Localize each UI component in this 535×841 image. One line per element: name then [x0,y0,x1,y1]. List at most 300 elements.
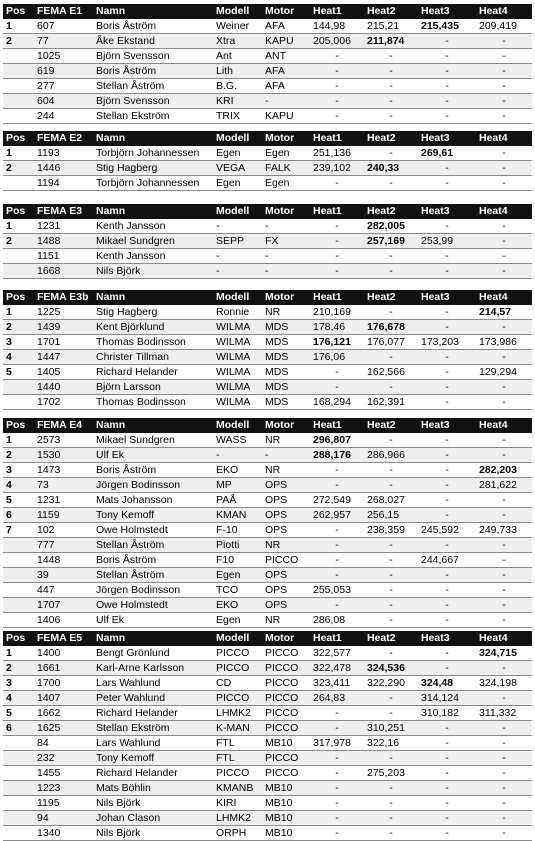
cell-model: Egen [213,176,262,191]
cell-pos: 2 [3,161,34,176]
cell-motor: PICCO [262,661,310,676]
cell-num: 277 [34,79,93,94]
cell-num: 1700 [34,676,93,691]
cell-pos: 5 [3,365,34,380]
cell-pos: 2 [3,661,34,676]
table-row [3,109,532,124]
cell-heat2: 286,966 [364,448,418,463]
cell-heat2: 238,359 [364,523,418,538]
cell-name: Jörgen Bodinsson [93,583,213,598]
column-header: Modell [213,204,262,219]
column-header: Motor [262,131,310,146]
column-header: Heat3 [418,204,476,219]
cell-heat4: - [476,350,532,365]
cell-heat1: - [310,264,364,279]
cell-num: 1405 [34,365,93,380]
cell-motor: PICCO [262,766,310,781]
cell-pos: 3 [3,463,34,478]
table-row [3,646,532,661]
column-header: Heat2 [364,631,418,646]
cell-heat4: 324,198 [476,676,532,691]
cell-name: Kent Björklund [93,320,213,335]
cell-num: 1661 [34,661,93,676]
cell-num: 1340 [34,826,93,841]
cell-heat2: - [364,463,418,478]
cell-name: Johan Clason [93,811,213,826]
table-row [3,49,532,64]
cell-heat1: 317,978 [310,736,364,751]
cell-num: 244 [34,109,93,124]
cell-model: Weiner [213,19,262,34]
cell-pos: 1 [3,19,34,34]
table-row [3,583,532,598]
cell-pos: 3 [3,676,34,691]
cell-heat2: 322,290 [364,676,418,691]
cell-heat3: - [418,478,476,493]
cell-heat1: - [310,568,364,583]
cell-heat2: 211,874 [364,34,418,49]
cell-name: Björn Svensson [93,94,213,109]
cell-heat2: - [364,264,418,279]
cell-pos [3,781,34,796]
column-header: Pos [3,131,34,146]
cell-heat1: 239,102 [310,161,364,176]
cell-heat2: - [364,433,418,448]
cell-heat3: - [418,365,476,380]
table-row [3,661,532,676]
cell-model: F10 [213,553,262,568]
cell-heat1: - [310,380,364,395]
cell-model: WILMA [213,335,262,350]
cell-heat3: - [418,320,476,335]
table-row [3,380,532,395]
cell-model: B.G. [213,79,262,94]
cell-motor: - [262,264,310,279]
cell-heat4: 214,57 [476,305,532,320]
cell-num: 1159 [34,508,93,523]
column-header: Motor [262,418,310,433]
cell-heat3: - [418,583,476,598]
cell-heat2: - [364,64,418,79]
results-table [3,204,532,279]
cell-pos: 7 [3,523,34,538]
cell-heat3: - [418,568,476,583]
cell-heat3: - [418,161,476,176]
cell-heat3: 324,48 [418,676,476,691]
cell-model: - [213,249,262,264]
cell-heat4: - [476,553,532,568]
cell-motor: NR [262,538,310,553]
table-row [3,553,532,568]
cell-name: Peter Wahlund [93,691,213,706]
cell-pos [3,583,34,598]
column-header: Heat1 [310,4,364,19]
cell-heat1: 210,169 [310,305,364,320]
cell-name: Ulf Ek [93,613,213,628]
cell-heat4: - [476,49,532,64]
cell-name: Mats Böhlin [93,781,213,796]
cell-name: Bengt Grönlund [93,646,213,661]
cell-pos [3,49,34,64]
table-row [3,79,532,94]
cell-name: Mats Johansson [93,493,213,508]
cell-motor: ANT [262,49,310,64]
cell-pos: 4 [3,350,34,365]
table-row [3,64,532,79]
cell-name: Torbjörn Johannessen [93,176,213,191]
cell-heat2: - [364,553,418,568]
cell-name: Jörgen Bodinsson [93,478,213,493]
cell-model: EKO [213,463,262,478]
cell-heat4: - [476,811,532,826]
cell-model: KIRI [213,796,262,811]
cell-motor: MB10 [262,736,310,751]
cell-motor: KAPU [262,34,310,49]
cell-name: Tony Kemoff [93,508,213,523]
column-header: FEMA E3b [34,290,93,305]
cell-num: 1231 [34,219,93,234]
table-row [3,721,532,736]
column-header: Heat1 [310,631,364,646]
cell-heat2: 268,027 [364,493,418,508]
cell-heat1: 178,46 [310,320,364,335]
cell-pos [3,109,34,124]
cell-heat3: - [418,646,476,661]
cell-heat3: - [418,79,476,94]
cell-num: 447 [34,583,93,598]
cell-model: TRIX [213,109,262,124]
table-row [3,706,532,721]
cell-model: KMAN [213,508,262,523]
cell-heat4: - [476,796,532,811]
cell-heat2: 257,169 [364,234,418,249]
cell-name: Thomas Bodinsson [93,335,213,350]
cell-heat1: - [310,109,364,124]
column-header: Heat2 [364,204,418,219]
cell-name: Karl-Arne Karlsson [93,661,213,676]
cell-heat2: - [364,538,418,553]
cell-heat1: 288,176 [310,448,364,463]
column-header: Heat4 [476,4,532,19]
cell-heat4: 209,419 [476,19,532,34]
cell-heat3: - [418,751,476,766]
cell-model: - [213,448,262,463]
results-table [3,631,532,841]
cell-motor: - [262,219,310,234]
results-table [3,290,532,410]
cell-heat3: - [418,249,476,264]
cell-heat3: - [418,736,476,751]
cell-motor: - [262,94,310,109]
column-header: Heat1 [310,131,364,146]
cell-model: PICCO [213,691,262,706]
cell-heat3: - [418,219,476,234]
cell-motor: MB10 [262,826,310,841]
column-header: Pos [3,418,34,433]
cell-pos: 1 [3,219,34,234]
cell-heat4: - [476,264,532,279]
table-row [3,811,532,826]
table-row [3,751,532,766]
cell-motor: MDS [262,365,310,380]
column-header: Heat3 [418,631,476,646]
table-row [3,613,532,628]
cell-heat1: - [310,79,364,94]
cell-num: 1455 [34,766,93,781]
cell-heat1: 176,06 [310,350,364,365]
cell-heat1: - [310,811,364,826]
cell-num: 1406 [34,613,93,628]
cell-pos [3,751,34,766]
cell-heat4: - [476,380,532,395]
table-row [3,249,532,264]
cell-name: Stellan Åström [93,568,213,583]
column-header: Motor [262,290,310,305]
cell-heat3: - [418,811,476,826]
cell-heat2: - [364,380,418,395]
table-row [3,433,532,448]
cell-model: Ronnie [213,305,262,320]
cell-name: Torbjörn Johannessen [93,146,213,161]
cell-heat4: 173,986 [476,335,532,350]
column-header: Heat2 [364,418,418,433]
cell-motor: MB10 [262,796,310,811]
cell-num: 1225 [34,305,93,320]
table-row [3,350,532,365]
cell-heat1: 322,577 [310,646,364,661]
cell-num: 2573 [34,433,93,448]
cell-heat1: - [310,94,364,109]
cell-motor: NR [262,433,310,448]
cell-heat3: - [418,598,476,613]
cell-heat3: - [418,264,476,279]
cell-heat1: - [310,463,364,478]
cell-pos: 6 [3,721,34,736]
cell-heat2: - [364,568,418,583]
table-header-row [3,131,532,146]
cell-pos [3,598,34,613]
cell-heat4: - [476,94,532,109]
cell-num: 1662 [34,706,93,721]
cell-heat3: - [418,508,476,523]
table-row [3,234,532,249]
column-header: Heat3 [418,290,476,305]
column-header: Heat3 [418,131,476,146]
cell-heat2: 282,005 [364,219,418,234]
table-row [3,335,532,350]
column-header: Heat4 [476,290,532,305]
results-table [3,131,532,191]
table-row [3,395,532,410]
cell-pos [3,796,34,811]
cell-heat4: 129,294 [476,365,532,380]
cell-heat2: - [364,583,418,598]
cell-heat2: - [364,478,418,493]
table-row [3,781,532,796]
column-header: Pos [3,4,34,19]
cell-heat2: - [364,811,418,826]
table-row [3,146,532,161]
cell-num: 1440 [34,380,93,395]
cell-heat4: - [476,598,532,613]
cell-name: Richard Helander [93,365,213,380]
cell-heat3: - [418,94,476,109]
cell-heat3: 269,61 [418,146,476,161]
cell-heat2: - [364,79,418,94]
cell-pos [3,380,34,395]
cell-name: Nils Björk [93,796,213,811]
cell-model: PICCO [213,766,262,781]
cell-num: 1439 [34,320,93,335]
cell-heat1: 176,121 [310,335,364,350]
column-header: Namn [93,131,213,146]
cell-heat1: 286,08 [310,613,364,628]
cell-motor: OPS [262,523,310,538]
cell-heat1: - [310,598,364,613]
cell-motor: KAPU [262,109,310,124]
cell-model: KRI [213,94,262,109]
column-header: Modell [213,418,262,433]
cell-name: Richard Helander [93,706,213,721]
cell-model: Lith [213,64,262,79]
cell-model: WILMA [213,395,262,410]
cell-heat2: 275,203 [364,766,418,781]
cell-motor: NR [262,613,310,628]
cell-heat1: - [310,721,364,736]
cell-name: Björn Larsson [93,380,213,395]
cell-motor: PICCO [262,553,310,568]
column-header: Modell [213,290,262,305]
cell-heat4: - [476,538,532,553]
cell-num: 1668 [34,264,93,279]
column-header: Namn [93,290,213,305]
cell-motor: NR [262,463,310,478]
cell-heat2: 176,678 [364,320,418,335]
table-row [3,478,532,493]
cell-pos [3,613,34,628]
table-row [3,736,532,751]
table-row [3,463,532,478]
cell-pos: 2 [3,448,34,463]
cell-heat1: - [310,538,364,553]
cell-motor: FALK [262,161,310,176]
cell-heat2: - [364,146,418,161]
cell-num: 232 [34,751,93,766]
cell-heat4: - [476,661,532,676]
cell-heat2: 176,077 [364,335,418,350]
column-header: Modell [213,631,262,646]
cell-heat3: - [418,305,476,320]
cell-model: FTL [213,751,262,766]
cell-name: Owe Holmstedt [93,523,213,538]
cell-heat4: - [476,781,532,796]
cell-pos: 1 [3,433,34,448]
cell-heat2: - [364,598,418,613]
cell-pos: 5 [3,493,34,508]
cell-num: 1195 [34,796,93,811]
table-row [3,448,532,463]
cell-heat4: - [476,320,532,335]
cell-motor: AFA [262,19,310,34]
table-row [3,493,532,508]
cell-heat3: 244,667 [418,553,476,568]
cell-pos [3,395,34,410]
cell-motor: MDS [262,395,310,410]
cell-name: Boris Åström [93,553,213,568]
cell-heat2: - [364,691,418,706]
cell-name: Kenth Jansson [93,219,213,234]
cell-pos: 1 [3,146,34,161]
cell-num: 1193 [34,146,93,161]
cell-model: MP [213,478,262,493]
cell-name: Stig Hagberg [93,161,213,176]
column-header: Heat2 [364,290,418,305]
column-header: Modell [213,131,262,146]
table-row [3,264,532,279]
cell-motor: PICCO [262,691,310,706]
cell-motor: AFA [262,64,310,79]
cell-num: 84 [34,736,93,751]
cell-heat1: 322,478 [310,661,364,676]
table-row [3,219,532,234]
cell-name: Owe Holmstedt [93,598,213,613]
table-row [3,826,532,841]
cell-motor: OPS [262,598,310,613]
column-header: Heat2 [364,131,418,146]
cell-model: LHMK2 [213,706,262,721]
cell-heat2: - [364,249,418,264]
table-row [3,523,532,538]
cell-heat3: - [418,766,476,781]
cell-num: 1530 [34,448,93,463]
cell-heat4: - [476,34,532,49]
cell-heat3: - [418,64,476,79]
cell-model: Egen [213,613,262,628]
cell-motor: OPS [262,508,310,523]
cell-heat2: - [364,305,418,320]
cell-name: Christer Tillman [93,350,213,365]
cell-model: SEPP [213,234,262,249]
cell-name: Björn Svensson [93,49,213,64]
table-row [3,305,532,320]
cell-motor: - [262,249,310,264]
cell-heat2: 215,21 [364,19,418,34]
cell-heat1: - [310,234,364,249]
cell-model: Egen [213,146,262,161]
table-header-row [3,631,532,646]
cell-pos: 2 [3,34,34,49]
cell-name: Richard Helander [93,766,213,781]
cell-motor: OPS [262,568,310,583]
cell-heat4: - [476,766,532,781]
cell-pos: 2 [3,320,34,335]
cell-name: Ulf Ek [93,448,213,463]
table-row [3,94,532,109]
cell-heat4: - [476,751,532,766]
cell-heat3: 245,592 [418,523,476,538]
cell-heat4: - [476,721,532,736]
cell-motor: MB10 [262,811,310,826]
cell-num: 1025 [34,49,93,64]
cell-heat1: 251,136 [310,146,364,161]
cell-num: 102 [34,523,93,538]
cell-heat3: - [418,350,476,365]
cell-heat1: - [310,49,364,64]
cell-heat2: 240,33 [364,161,418,176]
cell-motor: NR [262,305,310,320]
cell-num: 1473 [34,463,93,478]
cell-model: WILMA [213,365,262,380]
